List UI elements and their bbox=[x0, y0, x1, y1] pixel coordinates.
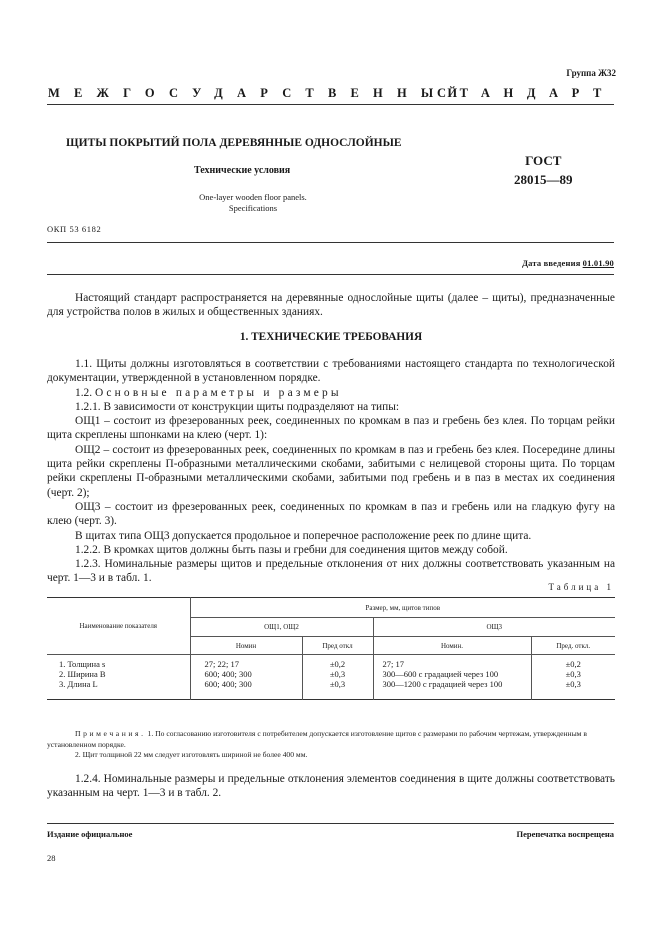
type-osh3-note: В щитах типа ОЩ3 допускается продольное и поперечное расположение реек по длине щита. bbox=[75, 529, 532, 542]
document-title: ЩИТЫ ПОКРЫТИЙ ПОЛА ДЕРЕВЯННЫЕ ОДНОСЛОЙНЫЕ bbox=[66, 137, 402, 149]
row-nominal-a: 600; 400; 300 bbox=[204, 679, 252, 690]
row-nominal-a: 27; 22; 17 bbox=[204, 659, 239, 669]
english-title-line1: One-layer wooden floor panels. bbox=[199, 192, 307, 202]
paragraph-1-2-heading: Основные параметры и размеры bbox=[94, 386, 342, 399]
title-rule bbox=[47, 242, 614, 243]
english-title bbox=[186, 192, 320, 214]
footer-rule bbox=[47, 823, 614, 824]
type-osh3: ОЩ3 – состоит из фрезерованных реек, соединенных по кромкам в паз и гребень или на гладкую фугу на клею (черт. 3). bbox=[47, 500, 615, 528]
row-nominal-b: 27; 17 bbox=[382, 659, 404, 669]
row-deviation-b: ±0,3 bbox=[565, 679, 581, 690]
paragraph-1-2-2: 1.2.2. В кромках щитов должны быть пазы и гребни для соединения щитов между собой. bbox=[75, 543, 508, 556]
table-notes bbox=[47, 729, 615, 761]
banner-interstate: МЕЖГОСУДАРСТВЕННЫЙ bbox=[48, 86, 472, 100]
introduction-date bbox=[522, 258, 614, 268]
english-title-line2: Specifications bbox=[228, 203, 278, 213]
page-number: 28 bbox=[47, 853, 56, 863]
table-header-indicator: Наименование показателя bbox=[47, 598, 190, 655]
paragraph-1-1: 1.1. Щиты должны изготовляться в соответствии с требованиями настоящего стандарта по технологической документации, утвержденной в установленном порядке. bbox=[47, 358, 615, 385]
gost-designation bbox=[514, 151, 573, 189]
type-osh2: ОЩ2 – состоит из фрезерованных реек, соединенных по кромкам в паз и гребень без клея. Посередине длины щита рейки скреплены П-образными металлическими скобами, забитыми с нелицевой стороны щита. По торцам рейки скреплены П-образными металлическими скобами, забитыми под гребень и в паз в местах их соединения (черт. 2); bbox=[47, 443, 615, 499]
row-deviation-b: ±0,2 bbox=[565, 659, 581, 669]
row-nominal-a: 600; 400; 300 bbox=[204, 669, 252, 680]
table-body bbox=[47, 655, 615, 700]
note-1: 1. По согласованию изготовителя с потребителем допускается изготовление щитов с размерами по рабочим чертежам, утвержденным в установленном порядке. bbox=[47, 729, 587, 749]
paragraph-1-2-4: 1.2.4. Номинальные размеры и предельные отклонения элементов соединения в щите должны соответствовать указанным на черт. 1—3 и в табл. 2. bbox=[47, 773, 615, 800]
paragraph-1-2-1: 1.2.1. В зависимости от конструкции щиты подразделяют на типы: bbox=[75, 400, 400, 413]
intro-rule bbox=[47, 274, 614, 275]
paragraph-1-2-number: 1.2. bbox=[75, 386, 93, 399]
row-nominal-b: 300—1200 с градацией через 100 bbox=[382, 679, 503, 690]
header-rule bbox=[47, 104, 614, 105]
row-name: 1. Толщина s bbox=[59, 659, 106, 669]
paragraph-1-2 bbox=[47, 386, 615, 400]
row-deviation-b: ±0,3 bbox=[565, 669, 581, 680]
row-name: 2. Ширина B bbox=[59, 669, 106, 680]
row-nominal-b: 300—600 с градацией через 100 bbox=[382, 669, 499, 680]
intro-date-value: 01.01.90 bbox=[582, 258, 614, 268]
row-deviation-a: ±0,3 bbox=[329, 669, 346, 680]
footer-official-edition: Издание официальное bbox=[47, 829, 133, 839]
notes-label: Примечания. bbox=[75, 729, 146, 738]
row-deviation-a: ±0,3 bbox=[329, 679, 346, 690]
table-caption: Таблица 1 bbox=[548, 582, 614, 592]
table-header-nominal-a: Номин bbox=[190, 637, 302, 655]
banner-standard: СТАНДАРТ bbox=[436, 86, 615, 100]
row-name: 3. Длина L bbox=[59, 679, 98, 690]
okp-code: ОКП 53 6182 bbox=[47, 224, 102, 234]
paragraph-1-2-3: 1.2.3. Номинальные размеры щитов и предельные отклонения от них должны соответствовать указанным на черт. 1—3 и в табл. 1. bbox=[47, 558, 615, 585]
table-header-nominal-b: Номин. bbox=[373, 637, 531, 655]
type-osh1: ОЩ1 – состоит из фрезерованных реек, соединенных по кромкам в паз и гребень без клея. По торцам рейки щита скреплены шпонками на клею (черт. 1): bbox=[47, 415, 615, 442]
intro-paragraph: Настоящий стандарт распространяется на деревянные однослойные щиты (далее – щиты), предназначенные для устройства полов в жилых и общественных зданиях. bbox=[47, 292, 615, 319]
table-1 bbox=[47, 597, 615, 700]
requirements-text bbox=[47, 357, 615, 586]
gost-number: 28015—89 bbox=[514, 172, 573, 187]
table-header-size: Размер, мм, щитов типов bbox=[190, 598, 615, 618]
note-2: 2. Щит толщиной 22 мм следует изготовлять шириной не более 400 мм. bbox=[75, 750, 308, 759]
document-subtitle: Технические условия bbox=[194, 165, 291, 176]
section-title: 1. ТЕХНИЧЕСКИЕ ТРЕБОВАНИЯ bbox=[239, 331, 423, 343]
group-code: Группа Ж32 bbox=[566, 68, 616, 78]
table-header-deviation-b: Пред. откл. bbox=[531, 637, 615, 655]
footer-reprint-prohibited: Перепечатка воспрещена bbox=[516, 829, 614, 839]
table-header-osh3: ОЩ3 bbox=[373, 618, 615, 637]
table-header-osh1-osh2: ОЩ1, ОЩ2 bbox=[190, 618, 373, 637]
gost-label: ГОСТ bbox=[525, 153, 562, 168]
table-header-deviation-a: Пред откл bbox=[302, 637, 373, 655]
intro-date-label: Дата введения bbox=[522, 258, 581, 268]
row-deviation-a: ±0,2 bbox=[329, 659, 346, 669]
